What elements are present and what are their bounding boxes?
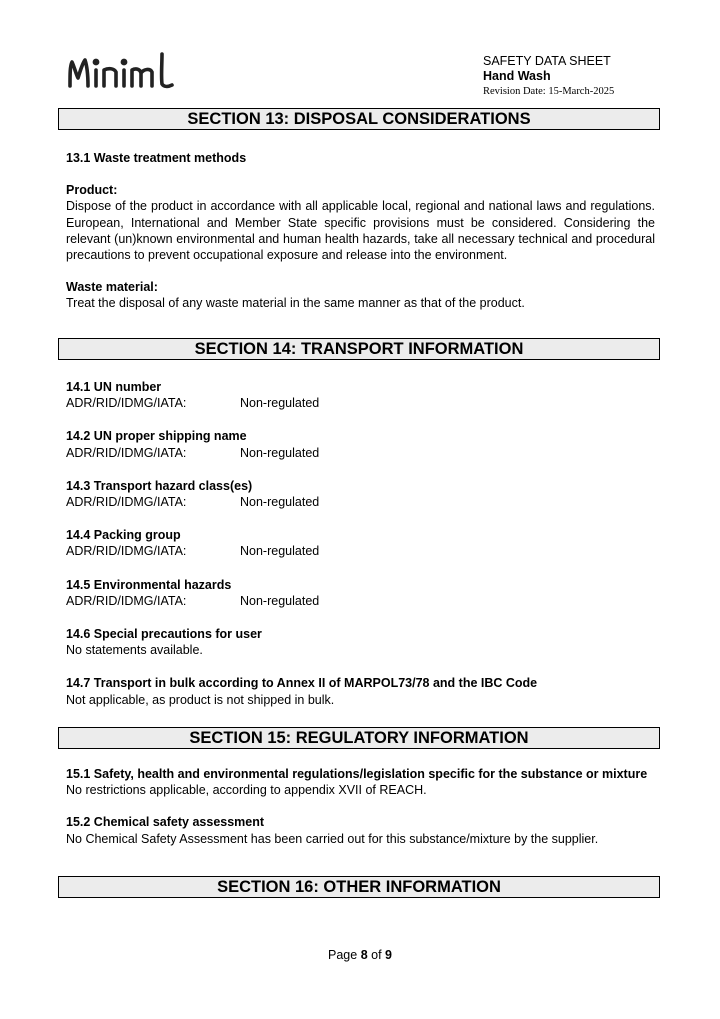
- bulk-transport-text: Not applicable, as product is not shipped in bulk.: [66, 692, 335, 707]
- total-pages: 9: [385, 948, 392, 962]
- waste-material-label: Waste material:: [66, 280, 158, 295]
- section-14-body: [66, 379, 655, 708]
- special-precautions-text: No statements available.: [66, 643, 203, 658]
- transport-mode-label: ADR/RID/IDMG/IATA:: [66, 495, 187, 510]
- transport-value: Non-regulated: [240, 495, 320, 510]
- chemical-safety-text: No Chemical Safety Assessment has been carried out for this substance/mixture by the supplier.: [66, 831, 599, 846]
- section-16-heading: SECTION 16: OTHER INFORMATION: [58, 876, 660, 898]
- of-word: of: [371, 948, 382, 962]
- section-13-body: [66, 150, 655, 312]
- product-disposal-text: Dispose of the product in accordance with all applicable local, regional and national laws and regulations. European, International and Member State specific provisions must be considered. Considering the relevant (un)known environmental and human health hazards, take all necessary technical and procedural precautions to prevent occupational exposure and release into the environment.: [66, 199, 655, 263]
- transport-item: [66, 379, 655, 411]
- transport-item-row: [66, 543, 655, 559]
- transport-value: Non-regulated: [240, 396, 320, 411]
- product-name: Hand Wash: [483, 69, 551, 83]
- transport-mode-label: ADR/RID/IDMG/IATA:: [66, 544, 187, 559]
- regulations-title: 15.1 Safety, health and environmental regulations/legislation specific for the substance or mixture: [66, 767, 648, 781]
- transport-item-row: [66, 395, 655, 411]
- chemical-safety-title: 15.2 Chemical safety assessment: [66, 815, 265, 830]
- product-label: Product:: [66, 183, 118, 198]
- document-type: SAFETY DATA SHEET: [483, 54, 611, 68]
- transport-item-row: [66, 593, 655, 609]
- subsection-title: 13.1 Waste treatment methods: [66, 151, 247, 165]
- transport-mode-label: ADR/RID/IDMG/IATA:: [66, 396, 187, 411]
- transport-value: Non-regulated: [240, 593, 320, 608]
- waste-material-text: Treat the disposal of any waste material in the same manner as that of the product.: [66, 296, 525, 311]
- transport-item: [66, 527, 655, 559]
- current-page: 8: [360, 948, 368, 962]
- transport-value: Non-regulated: [240, 445, 320, 460]
- transport-item: [66, 577, 655, 609]
- transport-item-row: [66, 494, 655, 510]
- transport-item-title: 14.2 UN proper shipping name: [66, 429, 247, 444]
- special-precautions-title: 14.6 Special precautions for user: [66, 627, 262, 642]
- brand-logo: [66, 50, 176, 97]
- transport-item: [66, 478, 655, 510]
- section-15-heading: SECTION 15: REGULATORY INFORMATION: [58, 727, 660, 749]
- transport-item: [66, 428, 655, 460]
- revision-date: Revision Date: 15-March-2025: [483, 86, 615, 97]
- regulations-text: No restrictions applicable, according to appendix XVII of REACH.: [66, 783, 427, 798]
- section-13-heading: SECTION 13: DISPOSAL CONSIDERATIONS: [58, 108, 660, 130]
- transport-value: Non-regulated: [240, 544, 320, 559]
- transport-item-title: 14.1 UN number: [66, 380, 162, 394]
- transport-item-title: 14.3 Transport hazard class(es): [66, 478, 253, 493]
- transport-mode-label: ADR/RID/IDMG/IATA:: [66, 593, 187, 608]
- transport-item-title: 14.4 Packing group: [66, 528, 181, 543]
- transport-item-row: [66, 445, 655, 461]
- bulk-transport-title: 14.7 Transport in bulk according to Annex II of MARPOL73/78 and the IBC Code: [66, 676, 538, 691]
- document-header: [483, 54, 614, 99]
- transport-mode-label: ADR/RID/IDMG/IATA:: [66, 445, 187, 460]
- page-footer: [0, 948, 720, 962]
- transport-item-title: 14.5 Environmental hazards: [66, 577, 232, 592]
- section-14-heading: SECTION 14: TRANSPORT INFORMATION: [58, 338, 660, 360]
- page-word: Page: [328, 948, 358, 962]
- section-15-body: [66, 766, 655, 847]
